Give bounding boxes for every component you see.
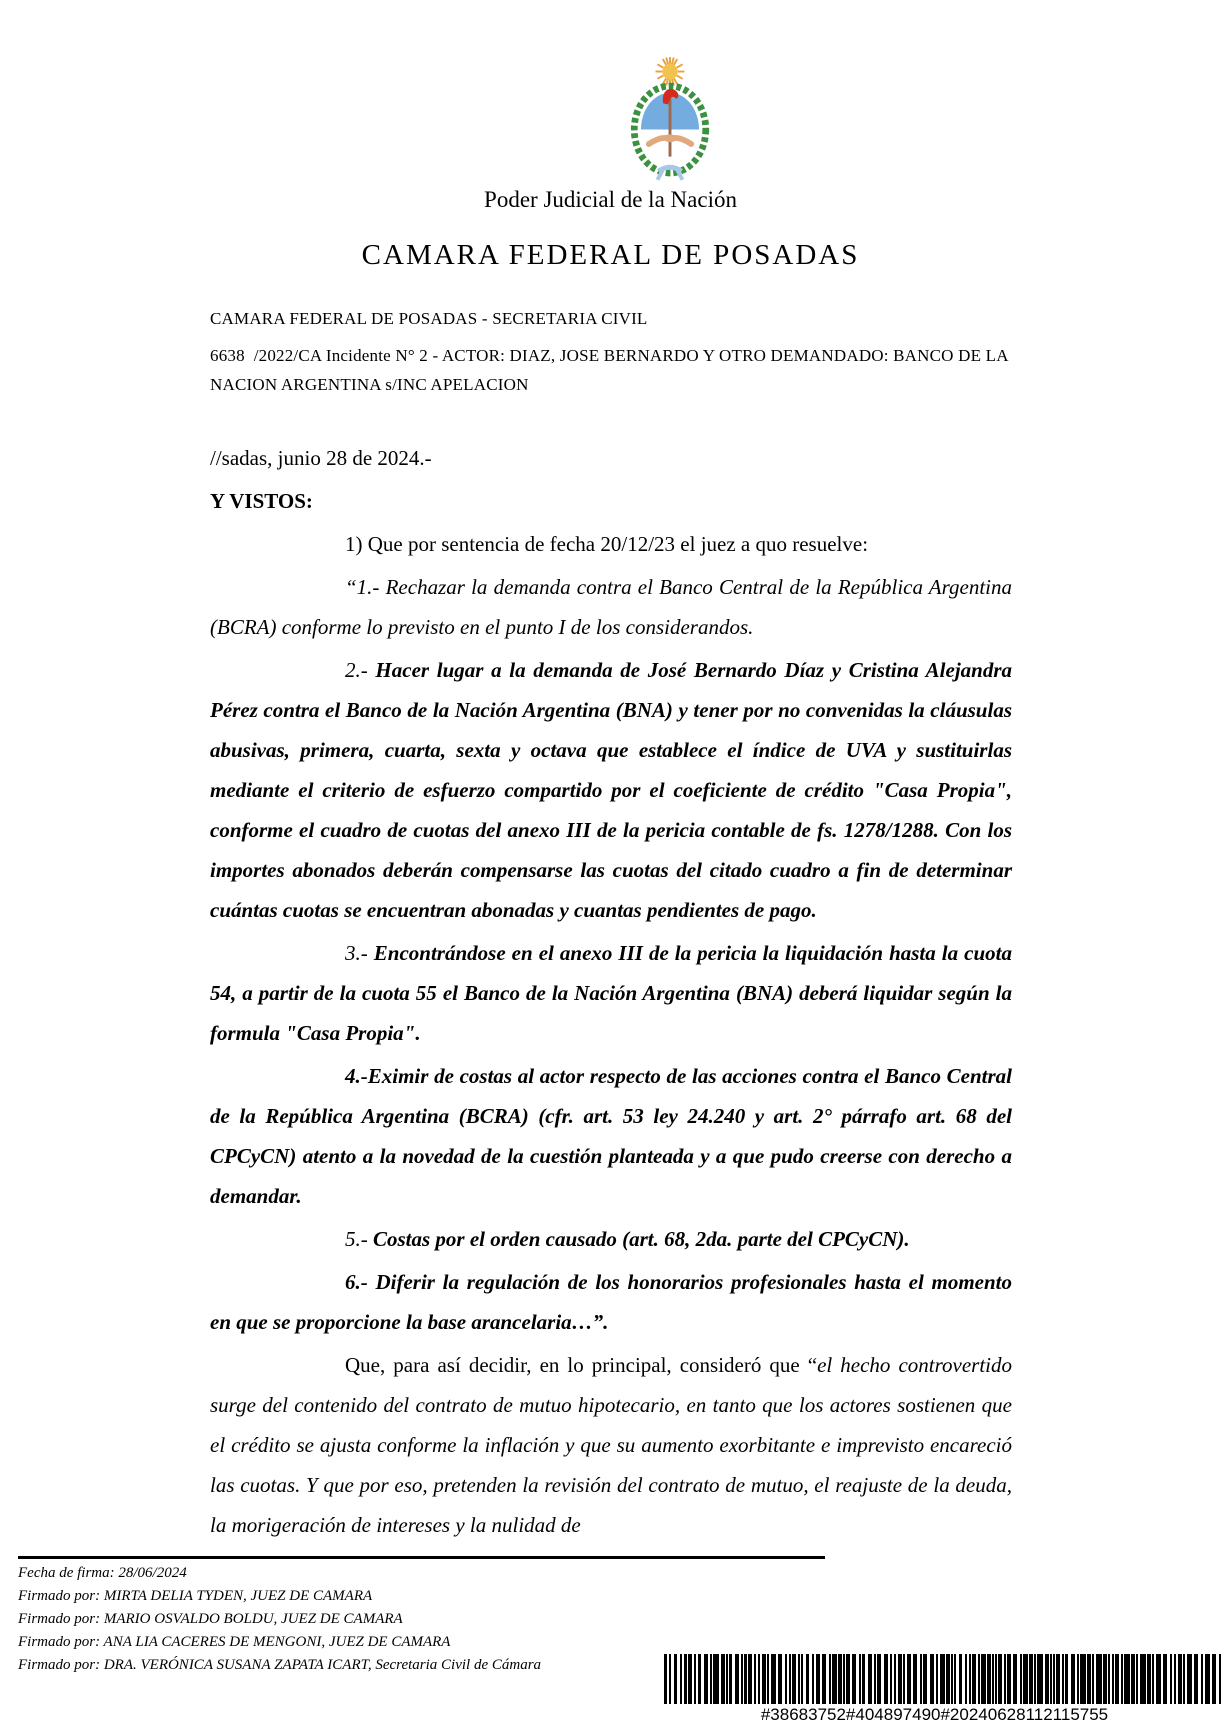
institution-title: Poder Judicial de la Nación (484, 187, 737, 212)
court-title: CAMARA FEDERAL DE POSADAS (361, 239, 860, 271)
paragraph-segment: el hecho controvertido surge del contenido del contrato de mutuo hipotecario, en tanto que los actores sostienen que el crédito se ajusta conforme la inflación y que su aumento exorbitante e imprevisto encareció las cuotas. Y que por eso, pretenden la revisión del contrato de mutuo, el reajuste de la deuda, la morigeración de intereses y la nulidad de (210, 1353, 1012, 1537)
argentina-coat-of-arms-icon (612, 48, 728, 184)
body-paragraph (210, 524, 1012, 564)
office-line: CAMARA FEDERAL DE POSADAS - SECRETARIA CIVIL (210, 309, 648, 328)
body-paragraph (210, 567, 1012, 647)
signature-line: Fecha de firma: 28/06/2024 (18, 1565, 187, 1581)
pike-pole (669, 99, 672, 157)
case-caption: 6638 /2022/CA Incidente N° 2 - ACTOR: DIAZ, JOSE BERNARDO Y OTRO DEMANDADO: BANCO DE LA NACION ARGENTINA s/INC APELACION (210, 346, 1013, 394)
paragraph-segment: Que, para así decidir, en lo principal, consideró que “ (345, 1353, 818, 1377)
signature-block (18, 1562, 658, 1677)
barcode-text: #38683752#404897490#20240628112115755 (760, 1705, 1109, 1724)
paragraph-segment: 3.- (345, 941, 374, 965)
paragraph-segment: Y VISTOS: (210, 489, 313, 513)
body-paragraph (210, 1056, 1012, 1216)
signature-line: Firmado por: MARIO OSVALDO BOLDU, JUEZ DE CAMARA (18, 1611, 403, 1627)
body-paragraph (210, 933, 1012, 1053)
paragraph-segment: “1.- Rechazar la demanda contra el Banco Central de la República Argentina (BCRA) conforme lo previsto en el punto I de los considerandos. (210, 575, 1012, 639)
paragraph-segment: Costas por el orden causado (art. 68, 2da. parte del CPCyCN). (373, 1227, 910, 1251)
paragraph-segment: Hacer lugar a la demanda de José Bernardo Díaz y Cristina Alejandra Pérez contra el Banco de la Nación Argentina (BNA) y tener por no convenidas la cláusulas abusivas, primera, cuarta, sexta y octava que establece el índice de UVA y sustituirlas mediante el criterio de esfuerzo compartido por el coeficiente de crédito "Casa Propia", conforme el cuadro de cuotas del anexo III de la pericia contable de fs. 1278/1288. Con los importes abonados deberán compensarse las cuotas del citado cuadro a fin de determinar cuántas cuotas se encuentran abonadas y cuantas pendientes de pago. (210, 658, 1013, 922)
paragraph-segment: 6.- Diferir la regulación de los honorarios profesionales hasta el momento en que se proporcione la base arancelaria…”. (210, 1270, 1012, 1334)
document-body (210, 438, 1012, 1548)
paragraph-segment: 5.- (345, 1227, 373, 1251)
signature-line: Firmado por: MIRTA DELIA TYDEN, JUEZ DE CAMARA (18, 1588, 373, 1604)
body-paragraph (210, 481, 1012, 521)
body-paragraph (210, 438, 1012, 478)
body-paragraph (210, 1345, 1012, 1545)
paragraph-segment: 1) Que por sentencia de fecha 20/12/23 el juez a quo resuelve: (345, 532, 869, 556)
footer-divider (18, 1556, 825, 1559)
body-paragraph (210, 1262, 1012, 1342)
paragraph-segment: Encontrándose en el anexo III de la pericia la liquidación hasta la cuota 54, a partir de la cuota 55 el Banco de la Nación Argentina (BNA) deberá liquidar según la formula "Casa Propia". (210, 941, 1012, 1045)
body-paragraph (210, 650, 1012, 930)
barcode-bars (664, 1654, 1205, 1704)
clasped-hands (663, 134, 677, 142)
paragraph-segment: 2.- (345, 658, 376, 682)
paragraph-segment: 4.-Eximir de costas al actor respecto de las acciones contra el Banco Central de la República Argentina (BCRA) (cfr. art. 53 ley 24.240 y art. 2° párrafo art. 68 del CPCyCN) atento a la novedad de la cuestión planteada y a que pudo creerse con derecho a demandar. (210, 1064, 1012, 1208)
barcode (664, 1654, 1205, 1724)
signature-line: Firmado por: ANA LIA CACERES DE MENGONI, JUEZ DE CAMARA (18, 1634, 451, 1650)
sun-disc (662, 64, 677, 79)
signature-line: Firmado por: DRA. VERÓNICA SUSANA ZAPATA ICART, Secretaria Civil de Cámara (18, 1657, 542, 1673)
body-paragraph (210, 1219, 1012, 1259)
paragraph-segment: //sadas, junio 28 de 2024.- (210, 446, 432, 470)
